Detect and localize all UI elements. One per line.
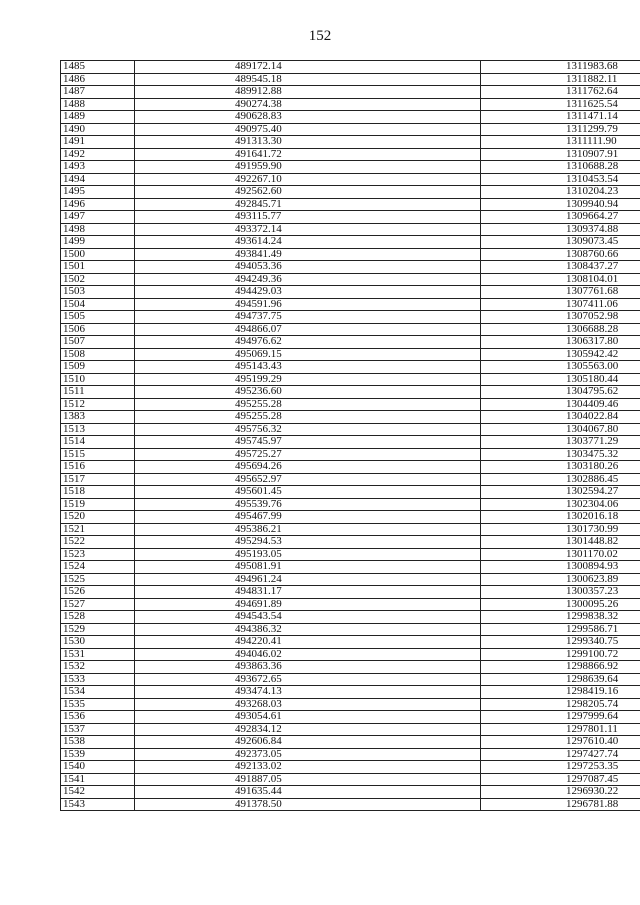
table-row — [61, 486, 640, 499]
x-coordinate-cell: 493054.61 — [135, 711, 481, 724]
y-coordinate-cell: 1303180.26 — [481, 461, 640, 474]
x-coordinate-cell: 495539.76 — [135, 498, 481, 511]
point-number-cell: 1510 — [61, 373, 135, 386]
table-row — [61, 511, 640, 524]
x-coordinate-cell: 494249.36 — [135, 273, 481, 286]
y-coordinate-cell: 1311111.90 — [481, 136, 640, 149]
table-row — [61, 723, 640, 736]
table-row — [61, 686, 640, 699]
y-coordinate-cell: 1302886.45 — [481, 473, 640, 486]
point-number-cell: 1492 — [61, 148, 135, 161]
x-coordinate-cell: 490975.40 — [135, 123, 481, 136]
y-coordinate-cell: 1309374.88 — [481, 223, 640, 236]
y-coordinate-cell: 1297253.35 — [481, 761, 640, 774]
y-coordinate-cell: 1298205.74 — [481, 698, 640, 711]
y-coordinate-cell: 1297999.64 — [481, 711, 640, 724]
point-number-cell: 1513 — [61, 423, 135, 436]
point-number-cell: 1531 — [61, 648, 135, 661]
y-coordinate-cell: 1304067.80 — [481, 423, 640, 436]
table-row — [61, 123, 640, 136]
y-coordinate-cell: 1310453.54 — [481, 173, 640, 186]
table-row — [61, 798, 640, 811]
table-row — [61, 661, 640, 674]
y-coordinate-cell: 1298866.92 — [481, 661, 640, 674]
point-number-cell: 1542 — [61, 786, 135, 799]
point-number-cell: 1383 — [61, 411, 135, 424]
y-coordinate-cell: 1305563.00 — [481, 361, 640, 374]
point-number-cell: 1511 — [61, 386, 135, 399]
table-row — [61, 186, 640, 199]
x-coordinate-cell: 492606.84 — [135, 736, 481, 749]
x-coordinate-cell: 491635.44 — [135, 786, 481, 799]
x-coordinate-cell: 495081.91 — [135, 561, 481, 574]
x-coordinate-cell: 493672.65 — [135, 673, 481, 686]
y-coordinate-cell: 1297087.45 — [481, 773, 640, 786]
point-number-cell: 1524 — [61, 561, 135, 574]
table-row — [61, 648, 640, 661]
x-coordinate-cell: 492133.02 — [135, 761, 481, 774]
table-row — [61, 161, 640, 174]
x-coordinate-cell: 494737.75 — [135, 311, 481, 324]
point-number-cell: 1501 — [61, 261, 135, 274]
y-coordinate-cell: 1300095.26 — [481, 598, 640, 611]
x-coordinate-cell: 495745.97 — [135, 436, 481, 449]
y-coordinate-cell: 1302016.18 — [481, 511, 640, 524]
y-coordinate-cell: 1311762.64 — [481, 86, 640, 99]
x-coordinate-cell: 495294.53 — [135, 536, 481, 549]
table-row — [61, 586, 640, 599]
x-coordinate-cell: 495143.43 — [135, 361, 481, 374]
point-number-cell: 1488 — [61, 98, 135, 111]
x-coordinate-cell: 494220.41 — [135, 636, 481, 649]
table-row — [61, 73, 640, 86]
x-coordinate-cell: 492834.12 — [135, 723, 481, 736]
y-coordinate-cell: 1300894.93 — [481, 561, 640, 574]
x-coordinate-cell: 492373.05 — [135, 748, 481, 761]
table-row — [61, 598, 640, 611]
x-coordinate-cell: 494543.54 — [135, 611, 481, 624]
x-coordinate-cell: 494976.62 — [135, 336, 481, 349]
x-coordinate-cell: 493614.24 — [135, 236, 481, 249]
y-coordinate-cell: 1311882.11 — [481, 73, 640, 86]
table-row — [61, 311, 640, 324]
table-row — [61, 523, 640, 536]
point-number-cell: 1526 — [61, 586, 135, 599]
x-coordinate-cell: 495069.15 — [135, 348, 481, 361]
point-number-cell: 1517 — [61, 473, 135, 486]
table-row — [61, 698, 640, 711]
point-number-cell: 1539 — [61, 748, 135, 761]
point-number-cell: 1516 — [61, 461, 135, 474]
y-coordinate-cell: 1297610.40 — [481, 736, 640, 749]
y-coordinate-cell: 1300623.89 — [481, 573, 640, 586]
y-coordinate-cell: 1305180.44 — [481, 373, 640, 386]
table-row — [61, 498, 640, 511]
x-coordinate-cell: 495694.26 — [135, 461, 481, 474]
y-coordinate-cell: 1296930.22 — [481, 786, 640, 799]
point-number-cell: 1521 — [61, 523, 135, 536]
point-number-cell: 1504 — [61, 298, 135, 311]
table-row — [61, 611, 640, 624]
table-row — [61, 198, 640, 211]
x-coordinate-cell: 494591.96 — [135, 298, 481, 311]
table-row — [61, 261, 640, 274]
point-number-cell: 1496 — [61, 198, 135, 211]
table-row — [61, 223, 640, 236]
table-row — [61, 173, 640, 186]
table-row — [61, 398, 640, 411]
y-coordinate-cell: 1301448.82 — [481, 536, 640, 549]
point-number-cell: 1500 — [61, 248, 135, 261]
y-coordinate-cell: 1311471.14 — [481, 111, 640, 124]
x-coordinate-cell: 490274.38 — [135, 98, 481, 111]
x-coordinate-cell: 492845.71 — [135, 198, 481, 211]
y-coordinate-cell: 1308760.66 — [481, 248, 640, 261]
point-number-cell: 1528 — [61, 611, 135, 624]
point-number-cell: 1543 — [61, 798, 135, 811]
y-coordinate-cell: 1308437.27 — [481, 261, 640, 274]
y-coordinate-cell: 1302594.27 — [481, 486, 640, 499]
x-coordinate-cell: 495467.99 — [135, 511, 481, 524]
y-coordinate-cell: 1306317.80 — [481, 336, 640, 349]
x-coordinate-cell: 489912.88 — [135, 86, 481, 99]
point-number-cell: 1487 — [61, 86, 135, 99]
point-number-cell: 1503 — [61, 286, 135, 299]
x-coordinate-cell: 495386.21 — [135, 523, 481, 536]
table-row — [61, 673, 640, 686]
point-number-cell: 1486 — [61, 73, 135, 86]
y-coordinate-cell: 1301170.02 — [481, 548, 640, 561]
x-coordinate-cell: 493268.03 — [135, 698, 481, 711]
x-coordinate-cell: 495236.60 — [135, 386, 481, 399]
y-coordinate-cell: 1297427.74 — [481, 748, 640, 761]
x-coordinate-cell: 491887.05 — [135, 773, 481, 786]
point-number-cell: 1518 — [61, 486, 135, 499]
table-row — [61, 136, 640, 149]
point-number-cell: 1540 — [61, 761, 135, 774]
y-coordinate-cell: 1305942.42 — [481, 348, 640, 361]
y-coordinate-cell: 1299838.32 — [481, 611, 640, 624]
table-row — [61, 748, 640, 761]
table-row — [61, 98, 640, 111]
y-coordinate-cell: 1307411.06 — [481, 298, 640, 311]
y-coordinate-cell: 1303771.29 — [481, 436, 640, 449]
table-row — [61, 386, 640, 399]
point-number-cell: 1527 — [61, 598, 135, 611]
y-coordinate-cell: 1310204.23 — [481, 186, 640, 199]
x-coordinate-cell: 491641.72 — [135, 148, 481, 161]
table-row — [61, 461, 640, 474]
table-row — [61, 448, 640, 461]
coordinates-table — [60, 60, 640, 811]
x-coordinate-cell: 491959.90 — [135, 161, 481, 174]
y-coordinate-cell: 1302304.06 — [481, 498, 640, 511]
x-coordinate-cell: 494386.32 — [135, 623, 481, 636]
point-number-cell: 1536 — [61, 711, 135, 724]
point-number-cell: 1541 — [61, 773, 135, 786]
x-coordinate-cell: 495255.28 — [135, 411, 481, 424]
y-coordinate-cell: 1307761.68 — [481, 286, 640, 299]
x-coordinate-cell: 492562.60 — [135, 186, 481, 199]
x-coordinate-cell: 491378.50 — [135, 798, 481, 811]
point-number-cell: 1520 — [61, 511, 135, 524]
table-row — [61, 736, 640, 749]
y-coordinate-cell: 1297801.11 — [481, 723, 640, 736]
table-row — [61, 711, 640, 724]
x-coordinate-cell: 491313.30 — [135, 136, 481, 149]
point-number-cell: 1508 — [61, 348, 135, 361]
y-coordinate-cell: 1309940.94 — [481, 198, 640, 211]
table-row — [61, 536, 640, 549]
x-coordinate-cell: 489545.18 — [135, 73, 481, 86]
point-number-cell: 1506 — [61, 323, 135, 336]
point-number-cell: 1507 — [61, 336, 135, 349]
point-number-cell: 1490 — [61, 123, 135, 136]
y-coordinate-cell: 1300357.23 — [481, 586, 640, 599]
table-row — [61, 361, 640, 374]
table-row — [61, 636, 640, 649]
x-coordinate-cell: 493115.77 — [135, 211, 481, 224]
x-coordinate-cell: 492267.10 — [135, 173, 481, 186]
table-row — [61, 623, 640, 636]
point-number-cell: 1529 — [61, 623, 135, 636]
y-coordinate-cell: 1303475.32 — [481, 448, 640, 461]
x-coordinate-cell: 494429.03 — [135, 286, 481, 299]
table-row — [61, 373, 640, 386]
point-number-cell: 1522 — [61, 536, 135, 549]
table-row — [61, 323, 640, 336]
point-number-cell: 1494 — [61, 173, 135, 186]
x-coordinate-cell: 495255.28 — [135, 398, 481, 411]
page-number: 152 — [308, 28, 332, 44]
point-number-cell: 1493 — [61, 161, 135, 174]
table-row — [61, 86, 640, 99]
table-row — [61, 211, 640, 224]
point-number-cell: 1519 — [61, 498, 135, 511]
y-coordinate-cell: 1296781.88 — [481, 798, 640, 811]
y-coordinate-cell: 1299100.72 — [481, 648, 640, 661]
point-number-cell: 1533 — [61, 673, 135, 686]
table-row — [61, 111, 640, 124]
x-coordinate-cell: 493863.36 — [135, 661, 481, 674]
y-coordinate-cell: 1301730.99 — [481, 523, 640, 536]
table-row — [61, 286, 640, 299]
y-coordinate-cell: 1311983.68 — [481, 61, 640, 74]
y-coordinate-cell: 1299340.75 — [481, 636, 640, 649]
table-row — [61, 548, 640, 561]
point-number-cell: 1512 — [61, 398, 135, 411]
y-coordinate-cell: 1309664.27 — [481, 211, 640, 224]
x-coordinate-cell: 494046.02 — [135, 648, 481, 661]
y-coordinate-cell: 1311625.54 — [481, 98, 640, 111]
y-coordinate-cell: 1308104.01 — [481, 273, 640, 286]
table-row — [61, 298, 640, 311]
coordinates-table-body — [61, 61, 640, 811]
table-row — [61, 236, 640, 249]
x-coordinate-cell: 493372.14 — [135, 223, 481, 236]
point-number-cell: 1505 — [61, 311, 135, 324]
point-number-cell: 1530 — [61, 636, 135, 649]
x-coordinate-cell: 490628.83 — [135, 111, 481, 124]
table-row — [61, 336, 640, 349]
table-row — [61, 436, 640, 449]
point-number-cell: 1538 — [61, 736, 135, 749]
point-number-cell: 1509 — [61, 361, 135, 374]
table-row — [61, 423, 640, 436]
table-row — [61, 61, 640, 74]
table-row — [61, 573, 640, 586]
y-coordinate-cell: 1310907.91 — [481, 148, 640, 161]
x-coordinate-cell: 495725.27 — [135, 448, 481, 461]
y-coordinate-cell: 1304409.46 — [481, 398, 640, 411]
point-number-cell: 1523 — [61, 548, 135, 561]
x-coordinate-cell: 495601.45 — [135, 486, 481, 499]
x-coordinate-cell: 495652.97 — [135, 473, 481, 486]
y-coordinate-cell: 1306688.28 — [481, 323, 640, 336]
table-row — [61, 348, 640, 361]
y-coordinate-cell: 1299586.71 — [481, 623, 640, 636]
point-number-cell: 1502 — [61, 273, 135, 286]
x-coordinate-cell: 494053.36 — [135, 261, 481, 274]
point-number-cell: 1499 — [61, 236, 135, 249]
point-number-cell: 1535 — [61, 698, 135, 711]
point-number-cell: 1532 — [61, 661, 135, 674]
table-row — [61, 761, 640, 774]
point-number-cell: 1495 — [61, 186, 135, 199]
x-coordinate-cell: 493841.49 — [135, 248, 481, 261]
point-number-cell: 1491 — [61, 136, 135, 149]
x-coordinate-cell: 494831.17 — [135, 586, 481, 599]
y-coordinate-cell: 1307052.98 — [481, 311, 640, 324]
x-coordinate-cell: 494866.07 — [135, 323, 481, 336]
y-coordinate-cell: 1309073.45 — [481, 236, 640, 249]
x-coordinate-cell: 495199.29 — [135, 373, 481, 386]
x-coordinate-cell: 489172.14 — [135, 61, 481, 74]
point-number-cell: 1497 — [61, 211, 135, 224]
x-coordinate-cell: 493474.13 — [135, 686, 481, 699]
point-number-cell: 1498 — [61, 223, 135, 236]
table-row — [61, 148, 640, 161]
table-row — [61, 248, 640, 261]
table-row — [61, 411, 640, 424]
table-row — [61, 273, 640, 286]
point-number-cell: 1489 — [61, 111, 135, 124]
point-number-cell: 1534 — [61, 686, 135, 699]
x-coordinate-cell: 494961.24 — [135, 573, 481, 586]
x-coordinate-cell: 495756.32 — [135, 423, 481, 436]
y-coordinate-cell: 1310688.28 — [481, 161, 640, 174]
y-coordinate-cell: 1304795.62 — [481, 386, 640, 399]
point-number-cell: 1515 — [61, 448, 135, 461]
point-number-cell: 1525 — [61, 573, 135, 586]
point-number-cell: 1514 — [61, 436, 135, 449]
table-row — [61, 786, 640, 799]
table-row — [61, 561, 640, 574]
table-row — [61, 773, 640, 786]
point-number-cell: 1537 — [61, 723, 135, 736]
x-coordinate-cell: 495193.05 — [135, 548, 481, 561]
y-coordinate-cell: 1304022.84 — [481, 411, 640, 424]
x-coordinate-cell: 494691.89 — [135, 598, 481, 611]
y-coordinate-cell: 1298419.16 — [481, 686, 640, 699]
table-row — [61, 473, 640, 486]
y-coordinate-cell: 1311299.79 — [481, 123, 640, 136]
point-number-cell: 1485 — [61, 61, 135, 74]
y-coordinate-cell: 1298639.64 — [481, 673, 640, 686]
